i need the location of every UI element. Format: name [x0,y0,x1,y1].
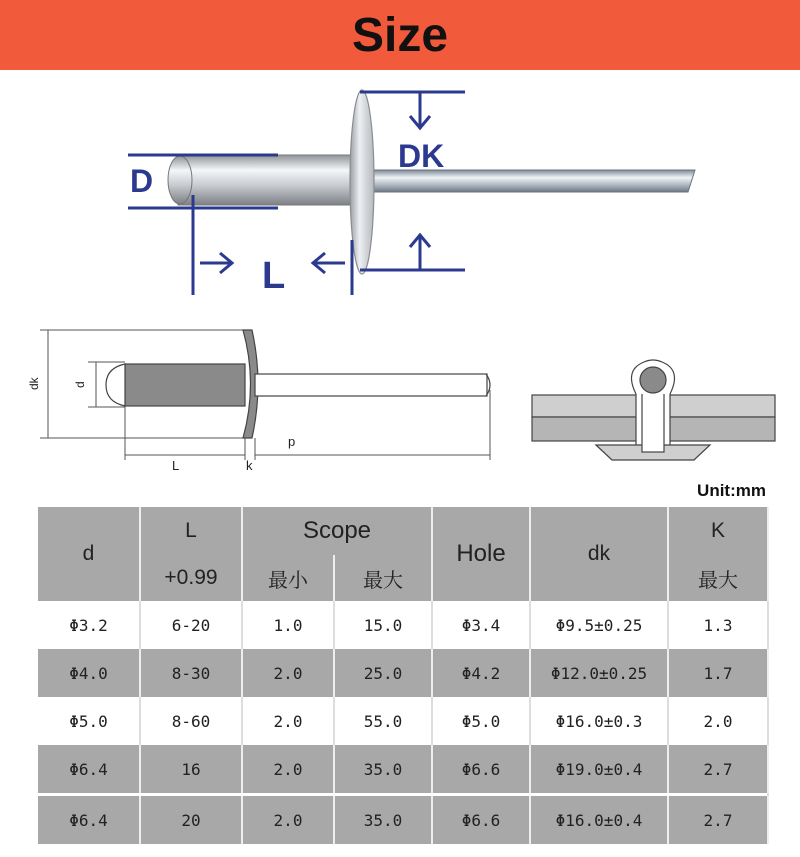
table-row [38,649,768,697]
cell-l: 20 [140,796,242,844]
cell-d: Φ5.0 [38,697,140,745]
spec-table [38,507,768,853]
cell-min: 2.0 [242,697,334,745]
header-l-tolerance: +0.99 [140,555,242,601]
cell-l: 16 [140,745,242,793]
cell-dk: Φ16.0±0.3 [530,697,668,745]
cell-hole: Φ6.6 [432,745,530,793]
cell-dk: Φ16.0±0.4 [530,796,668,844]
cell-hole: Φ3.4 [432,601,530,649]
cell-k: 2.7 [668,745,768,793]
header-hole: Hole [432,507,530,601]
label-DK: DK [398,138,445,174]
table-row [38,745,768,793]
cell-hole: Φ5.0 [432,697,530,745]
label-p: p [288,434,296,449]
banner-title: Size [351,8,449,62]
cell-d: Φ3.2 [38,601,140,649]
header-d: d [38,507,140,601]
rivet-body [178,155,358,205]
cell-d: Φ6.4 [38,745,140,793]
cell-d: Φ6.4 [38,796,140,844]
cell-dk: Φ9.5±0.25 [530,601,668,649]
header-scope-min: 最小 [242,555,334,601]
cell-dk: Φ12.0±0.25 [530,649,668,697]
cell-l: 6-20 [140,601,242,649]
title-banner [0,0,800,70]
cell-min: 2.0 [242,796,334,844]
cell-k: 1.7 [668,649,768,697]
header-k: K [668,507,768,555]
label-D: D [130,163,154,199]
header-dk: dk [530,507,668,601]
label-L-drawing: L [172,458,180,473]
rivet-tail [168,156,192,204]
technical-drawing [0,310,800,480]
header-scope-max: 最大 [334,555,432,601]
cell-min: 2.0 [242,649,334,697]
cell-d: Φ4.0 [38,649,140,697]
label-dk: dk [27,377,41,390]
drawing-tail [106,364,125,406]
cell-max: 15.0 [334,601,432,649]
label-d: d [73,381,87,388]
cell-k: 2.7 [668,796,768,844]
rivet-flange [350,90,374,274]
rivet-photo [0,70,800,310]
cell-max: 25.0 [334,649,432,697]
unit-label: Unit:mm [697,481,766,500]
cell-dk: Φ19.0±0.4 [530,745,668,793]
cell-hole: Φ4.2 [432,649,530,697]
cell-l: 8-60 [140,697,242,745]
drawing-mandrel [255,374,487,396]
table-row [38,601,768,649]
label-L: L [262,255,286,297]
header-k-max: 最大 [668,555,768,601]
cell-max: 55.0 [334,697,432,745]
installed-section [532,360,775,460]
cell-l: 8-30 [140,649,242,697]
cell-min: 2.0 [242,745,334,793]
cell-max: 35.0 [334,745,432,793]
table-row [38,796,768,844]
label-k: k [246,458,253,473]
cell-hole: Φ6.6 [432,796,530,844]
drawing-body [125,364,245,406]
header-scope: Scope [242,507,432,555]
table-row [38,697,768,745]
cell-k: 1.3 [668,601,768,649]
cell-max: 35.0 [334,796,432,844]
cell-k: 2.0 [668,697,768,745]
header-l: L [140,507,242,555]
cell-min: 1.0 [242,601,334,649]
